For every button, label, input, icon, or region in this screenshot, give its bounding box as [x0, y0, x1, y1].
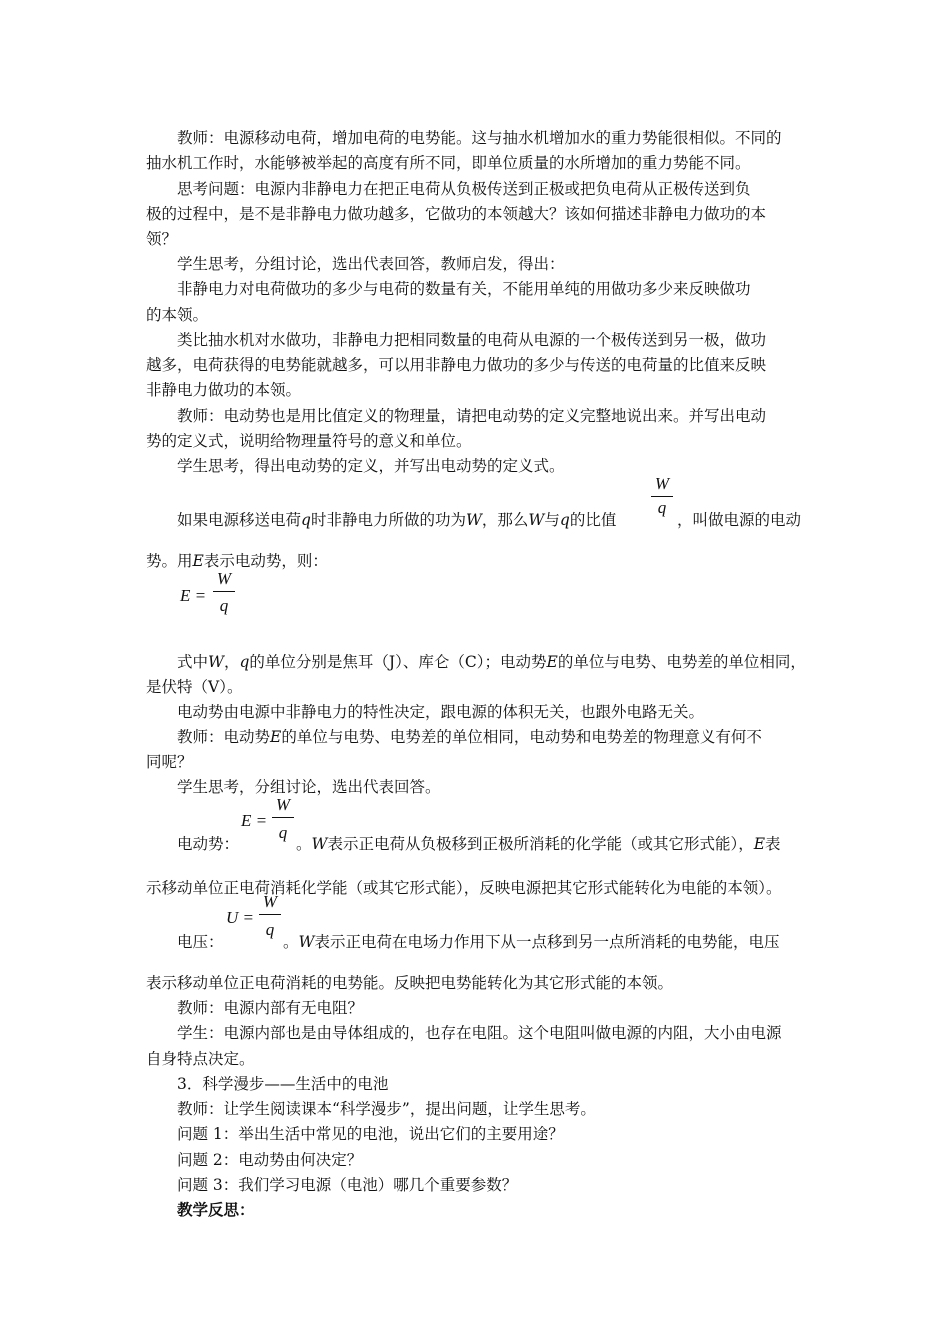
symbol-e: E [192, 552, 204, 570]
units-line: 式中W，q的单位分别是焦耳（J）、库仑（C）；电动势E的单位与电势、电势差的单位相同， [177, 653, 806, 671]
paragraph-line: 领？ [146, 230, 178, 248]
paragraph-line: 教师：让学生阅读课本“科学漫步”，提出问题，让学生思考。 [177, 1100, 596, 1118]
paragraph-line: 是伏特（V）。 [146, 678, 243, 696]
question-line: 问题 2：电动势由何决定？ [177, 1151, 363, 1169]
question-line: 问题 3：我们学习电源（电池）哪几个重要参数？ [177, 1176, 518, 1194]
symbol-w: W [465, 511, 482, 529]
paragraph-line: 教师：电源移动电荷，增加电荷的电势能。这与抽水机增加水的重力势能很相似。不同的 [177, 129, 782, 147]
voltage-label: 电压： [177, 933, 224, 951]
definition-line-2: 势。用E表示电动势，则： [146, 552, 328, 570]
formula-fraction: W q [213, 570, 235, 626]
paragraph-line: 电动势由电源中非静电力的特性决定，跟电源的体积无关，也跟外电路无关。 [177, 703, 705, 721]
paragraph-line: 学生：电源内部也是由导体组成的，也存在电阻。这个电阻叫做电源的内阻，大小由电源 [177, 1024, 782, 1042]
voltage-formula-lhs: U = [226, 908, 254, 927]
paragraph-line: 极的过程中，是不是非静电力做功越多，它做功的本领越大？该如何描述非静电力做功的本 [146, 205, 767, 223]
symbol-q: q [559, 511, 570, 529]
paragraph-line: 学生思考，分组讨论，选出代表回答。 [177, 778, 441, 796]
paragraph-line: 的本领。 [146, 306, 209, 324]
paragraph-line: 学生思考，得出电动势的定义，并写出电动势的定义式。 [177, 457, 565, 475]
teacher-question: 教师：电动势E的单位与电势、电势差的单位相同，电动势和电势差的物理意义有何不 [177, 728, 762, 746]
paragraph-line: 同呢？ [146, 753, 193, 771]
paragraph-line: 教师：电动势也是用比值定义的物理量，请把电动势的定义完整地说出来。并写出电动 [177, 407, 767, 425]
formula-lhs: E = [180, 586, 207, 605]
emf-label: 电动势： [177, 835, 240, 853]
paragraph-line: 表示移动单位正电荷消耗的电势能。反映把电势能转化为其它形式能的本领。 [146, 974, 674, 992]
paragraph-line: 学生思考，分组讨论，选出代表回答，教师启发，得出： [177, 255, 565, 273]
definition-line-end: ，叫做电源的电动 [677, 511, 802, 529]
voltage-description: 。W表示正电荷在电场力作用下从一点移到另一点所消耗的电势能，电压 [283, 933, 780, 951]
voltage-fraction: W q [259, 893, 281, 949]
reflection-heading: 教学反思： [177, 1200, 255, 1219]
emf-description: 。W表示正电荷从负极移到正极所消耗的化学能（或其它形式能），E表 [296, 835, 781, 853]
paragraph-line: 教师：电源内部有无电阻？ [177, 999, 364, 1017]
paragraph-line: 非静电力对电荷做功的多少与电荷的数量有关，不能用单纯的用做功多少来反映做功 [177, 280, 751, 298]
question-line: 问题 1：举出生活中常见的电池，说出它们的主要用途？ [177, 1125, 564, 1143]
emf-formula-lhs: E = [241, 811, 268, 830]
paragraph-line: 自身特点决定。 [146, 1050, 255, 1068]
emf-fraction: W q [272, 796, 294, 852]
paragraph-line: 类比抽水机对水做功，非静电力把相同数量的电荷从电源的一个极传送到另一极，做功 [177, 331, 767, 349]
definition-line: 如果电源移送电荷q时非静电力所做的功为W，那么W与q的比值 [177, 511, 617, 529]
paragraph-line: 越多，电荷获得的电势能就越多，可以用非静电力做功的多少与传送的电荷量的比值来反映 [146, 356, 767, 374]
paragraph-line: 抽水机工作时，水能够被举起的高度有所不同，即单位质量的水所增加的重力势能不同。 [146, 154, 751, 172]
paragraph-line: 势的定义式，说明给物理量符号的意义和单位。 [146, 432, 472, 450]
inline-fraction-w-over-q: W q [651, 475, 673, 531]
symbol-w: W [528, 511, 545, 529]
section-heading: 3．科学漫步——生活中的电池 [177, 1075, 389, 1093]
paragraph-line: 非静电力做功的本领。 [146, 381, 302, 399]
paragraph-line: 示移动单位正电荷消耗化学能（或其它形式能），反映电源把其它形式能转化为电能的本领）。 [146, 879, 782, 897]
paragraph-line: 思考问题：电源内非静电力在把正电荷从负极传送到正极或把负电荷从正极传送到负 [177, 180, 751, 198]
symbol-q: q [301, 511, 311, 529]
